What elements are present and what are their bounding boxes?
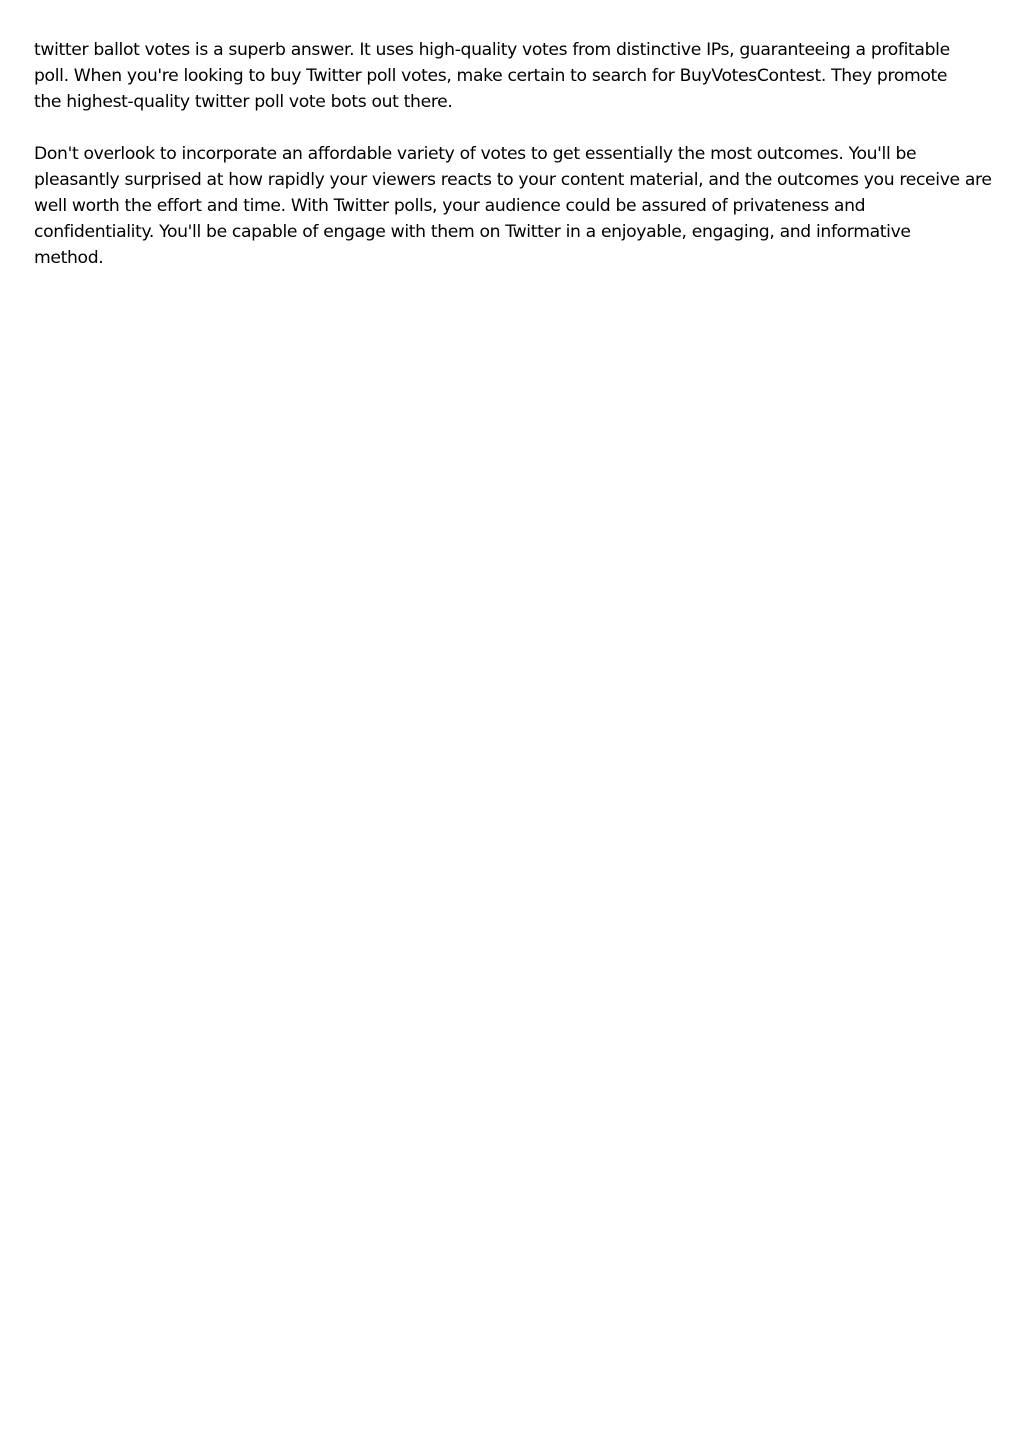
- document-page: [34, 37, 994, 297]
- paragraph-2: Don't overlook to incorporate an affordable variety of votes to get essentially the most outcomes. You'll be pleasantly surprised at how rapidly your viewers reacts to your content material, and the outcomes you receive are well worth the effort and time. With Twitter polls, your audience could be assured of privateness and confidentiality. You'll be capable of engage with them on Twitter in a enjoyable, engaging, and informative method.: [34, 144, 992, 268]
- paragraph-1: twitter ballot votes is a superb answer. It uses high-quality votes from distinctive IPs, guaranteeing a profitable poll. When you're looking to buy Twitter poll votes, make certain to search for BuyVotesContest. They promote the highest-quality twitter poll vote bots out there.: [34, 40, 950, 112]
